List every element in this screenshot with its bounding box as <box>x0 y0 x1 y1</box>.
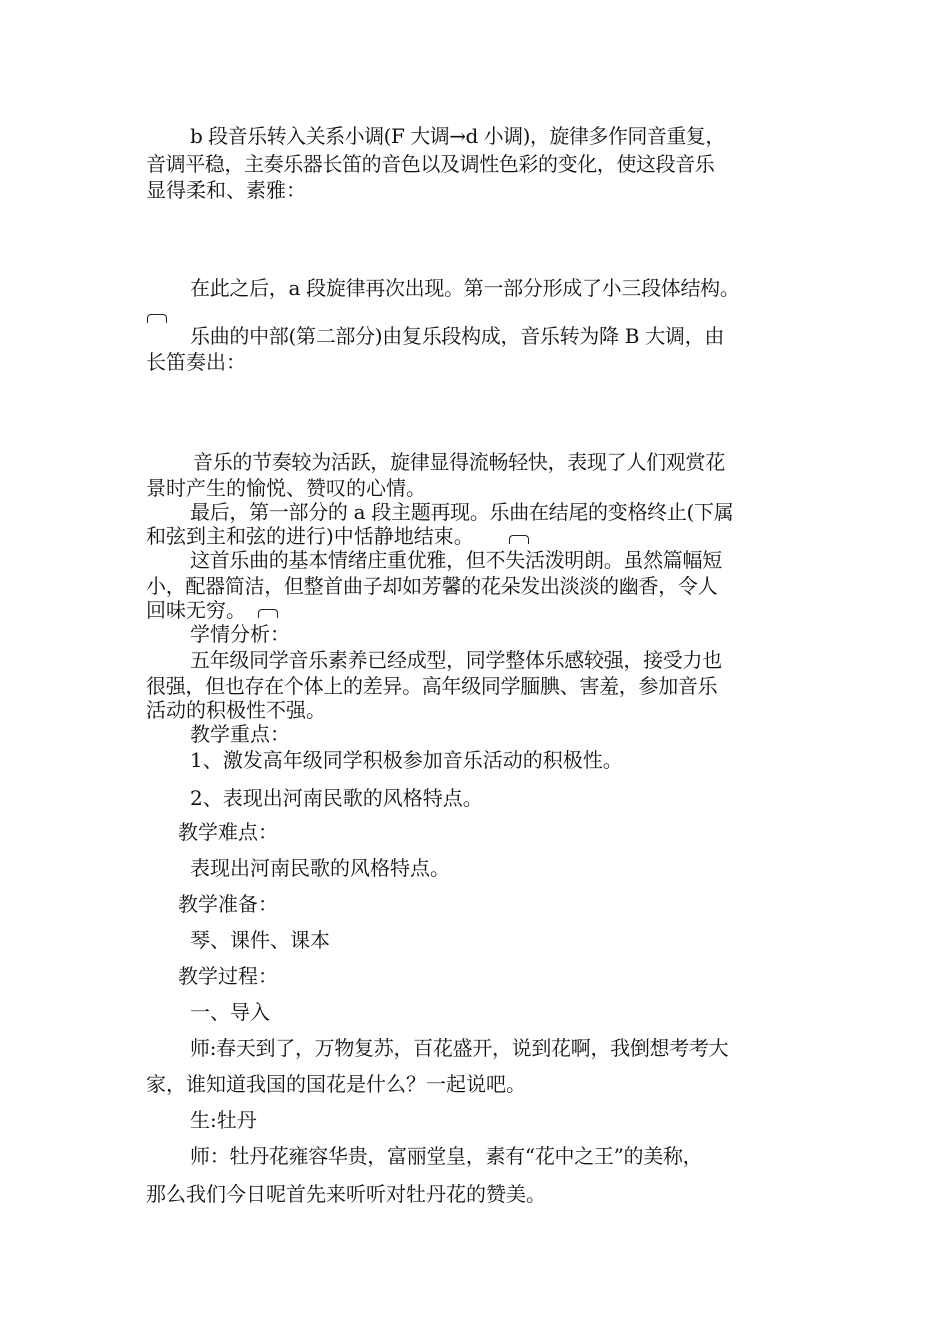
text-line: 学情分析： <box>190 622 290 646</box>
text-line: 这首乐曲的基本情绪庄重优雅，但不失活泼明朗。虽然篇幅短 <box>190 548 722 572</box>
text-line: 很强，但也存在个体上的差异。高年级同学腼腆、害羞，参加音乐 <box>146 674 718 698</box>
text-line: 乐曲的中部(第二部分)由复乐段构成，音乐转为降 B 大调，由 <box>190 324 725 348</box>
text-line: 2、表现出河南民歌的风格特点。 <box>190 786 483 810</box>
text-line: 景时产生的愉悦、赞叹的心情。 <box>146 476 426 500</box>
text-line: 琴、课件、课本 <box>190 928 330 952</box>
text-line: 1、激发高年级同学积极参加音乐活动的积极性。 <box>190 748 623 772</box>
text-line: 教学难点： <box>178 820 278 844</box>
text-line: 教学准备： <box>178 892 278 916</box>
text-line: 生:牡丹 <box>190 1108 257 1132</box>
text-line: 教学过程： <box>178 964 278 988</box>
text-line: 在此之后，a 段旋律再次出现。第一部分形成了小三段体结构。 <box>190 276 740 300</box>
text-line: 表现出河南民歌的风格特点。 <box>190 856 450 880</box>
text-line: b 段音乐转入关系小调(F 大调→d 小调)，旋律多作同音重复， <box>190 124 725 148</box>
text-line: 教学重点： <box>190 722 290 746</box>
text-line: 五年级同学音乐素养已经成型，同学整体乐感较强，接受力也 <box>190 648 722 672</box>
edit-mark-icon <box>258 609 278 618</box>
text-line: 活动的积极性不强。 <box>146 698 326 722</box>
text-line: 小，配器简洁，但整首曲子却如芳馨的花朵发出淡淡的幽香，令人 <box>146 574 718 598</box>
edit-mark-icon <box>509 535 529 544</box>
text-line: 显得柔和、素雅： <box>146 178 306 202</box>
text-line: 回味无穷。 <box>146 598 246 622</box>
text-line: 音调平稳，主奏乐器长笛的音色以及调性色彩的变化，使这段音乐 <box>146 152 715 176</box>
text-line: 和弦到主和弦的进行)中恬静地结束。 <box>146 524 474 548</box>
text-line: 那么我们今日呢首先来听听对牡丹花的赞美。 <box>146 1182 546 1206</box>
edit-mark-icon <box>147 314 167 323</box>
text-line: 家，谁知道我国的国花是什么？一起说吧。 <box>146 1072 526 1096</box>
text-line: 长笛奏出： <box>146 350 246 374</box>
text-line: 师:春天到了，万物复苏，百花盛开，说到花啊，我倒想考考大 <box>190 1036 729 1060</box>
text-line: 音乐的节奏较为活跃，旋律显得流畅轻快，表现了人们观赏花 <box>193 450 725 474</box>
text-line: 一、导入 <box>190 1000 270 1024</box>
text-line: 最后，第一部分的 a 段主题再现。乐曲在结尾的变格终止(下属 <box>190 500 734 524</box>
text-line: 师：牡丹花雍容华贵，富丽堂皇，素有“花中之王”的美称， <box>190 1144 703 1168</box>
